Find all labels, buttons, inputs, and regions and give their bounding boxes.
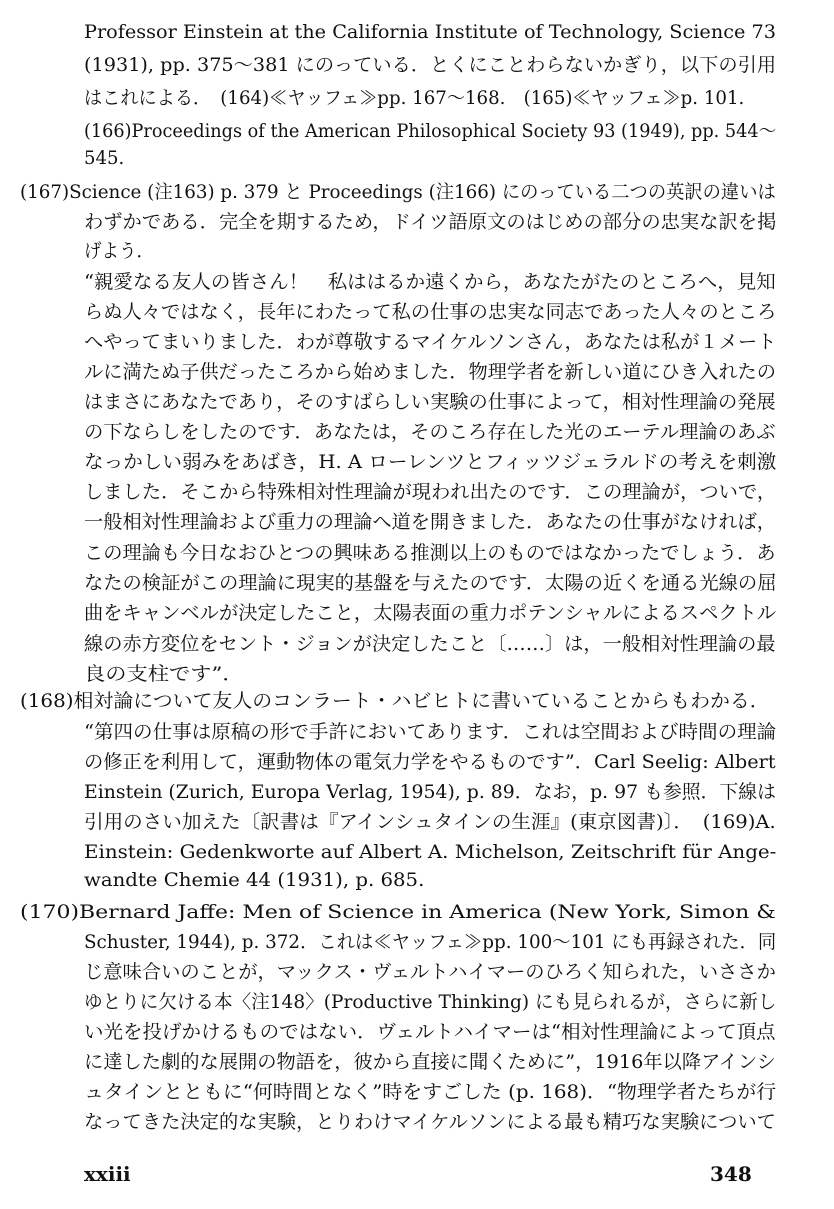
text-line: げよう． [84, 240, 155, 262]
text-line: なっかしい弱みをあばき，H. A ローレンツとフィッツジェラルドの考えを刺激 [84, 451, 777, 473]
page-number: 348 [710, 1162, 752, 1186]
text-line: ゆとりに欠ける本〈注148〉(Productive Thinking) にも見られるが，さらに新し [84, 991, 777, 1013]
text-line: なってきた決定的な実験，とりわけマイケルソンによる最も精巧な実験について [84, 1111, 776, 1133]
text-line: の下ならしをしたのです．あなたは，そのころ存在した光のエーテル理論のあぶ [84, 421, 776, 443]
text-line: (168)相対論について友人のコンラート・ハビヒトに書いていることからもわかる． [20, 690, 770, 712]
text-line: へやってまいりました．わが尊敬するマイケルソンさん，あなたは私が１メート [84, 331, 777, 353]
text-line: Einstein (Zurich, Europa Verlag, 1954), p. 89．なお，p. 97 も参照．下線は [84, 781, 776, 803]
text-line: Einstein: Gedenkworte auf Albert A. Michelson, Zeitschrift für Ange- [84, 841, 777, 863]
text-line: 良の支柱です”． [84, 663, 244, 685]
text-line: 545. [84, 147, 125, 169]
text-line: (1931), pp. 375〜381 にのっている．とくにことわらないかぎり，以下の引用 [84, 54, 777, 76]
text-line: (167)Science (注163) p. 379 と Proceedings (注166) にのっている二つの英訳の違いは [20, 181, 776, 203]
text-line: らぬ人々ではなく，長年にわたって私の仕事の忠実な同志であった人々のところ [84, 301, 777, 323]
roman-page-number: xxiii [84, 1162, 131, 1186]
text-line: この理論も今日なおひとつの興味ある推測以上のものではなかったでしょう．あ [84, 542, 776, 564]
text-line: なたの検証がこの理論に現実的基盤を与えたのです．太陽の近くを通る光線の屈 [84, 572, 777, 594]
text-line: 曲をキャンベルが決定したこと，太陽表面の重力ポテンシャルによるスペクトル [84, 602, 777, 624]
text-line: “親愛なる友人の皆さん！ 私ははるか遠くから，あなたがたのところへ，見知 [84, 271, 776, 293]
text-line: Professor Einstein at the California Institute of Technology, Science 73 [84, 21, 777, 43]
text-line: ルに満たぬ子供だったころから始めました．物理学者を新しい道にひき入れたの [84, 361, 777, 383]
text-line: wandte Chemie 44 (1931), p. 685. [84, 869, 425, 891]
text-line: 引用のさい加えた〔訳書は『アインシュタインの生涯』(東京図書)〕． (169)A. [84, 811, 776, 833]
text-line: じ意味合いのことが，マックス・ヴェルトハイマーのひろく知られた，いささか [84, 961, 776, 983]
text-line: の修正を利用して，運動物体の電気力学をやるものです”．Carl Seelig: Albert [84, 751, 776, 773]
text-line: (166)Proceedings of the American Philosophical Society 93 (1949), pp. 544〜 [84, 120, 777, 142]
text-line: はまさにあなたであり，そのすばらしい実験の仕事によって，相対性理論の発展 [84, 391, 776, 413]
text-line: Schuster, 1944), p. 372．これは≪ヤッフェ≫pp. 100〜101 にも再録された．同 [84, 931, 777, 953]
text-line: ュタインとともに“何時間となく”時をすごした (p. 168)．“物理学者たちが行 [84, 1081, 777, 1103]
text-line: に達した劇的な展開の物語を，彼から直接に聞くために”，1916年以降アインシ [84, 1051, 776, 1073]
text-line: 一般相対性理論および重力の理論へ道を開きました．あなたの仕事がなければ， [84, 511, 777, 533]
text-line: はこれによる． (164)≪ヤッフェ≫pp. 167〜168. (165)≪ヤッフェ≫p. 101. [84, 87, 745, 109]
text-line: 線の赤方変位をセント・ジョンが決定したこと〔……〕は，一般相対性理論の最 [84, 633, 776, 655]
text-line: (170)Bernard Jaffe: Men of Science in America (New York, Simon & [20, 901, 776, 923]
text-line: い光を投げかけるものではない．ヴェルトハイマーは“相対性理論によって頂点 [84, 1021, 776, 1043]
text-line: わずかである．完全を期するため，ドイツ語原文のはじめの部分の忠実な訳を掲 [84, 211, 777, 233]
text-line: しました．そこから特殊相対性理論が現われ出たのです．この理論が，ついで， [84, 481, 777, 503]
text-line: “第四の仕事は原稿の形で手許においてあります．これは空間および時間の理論 [84, 721, 777, 743]
